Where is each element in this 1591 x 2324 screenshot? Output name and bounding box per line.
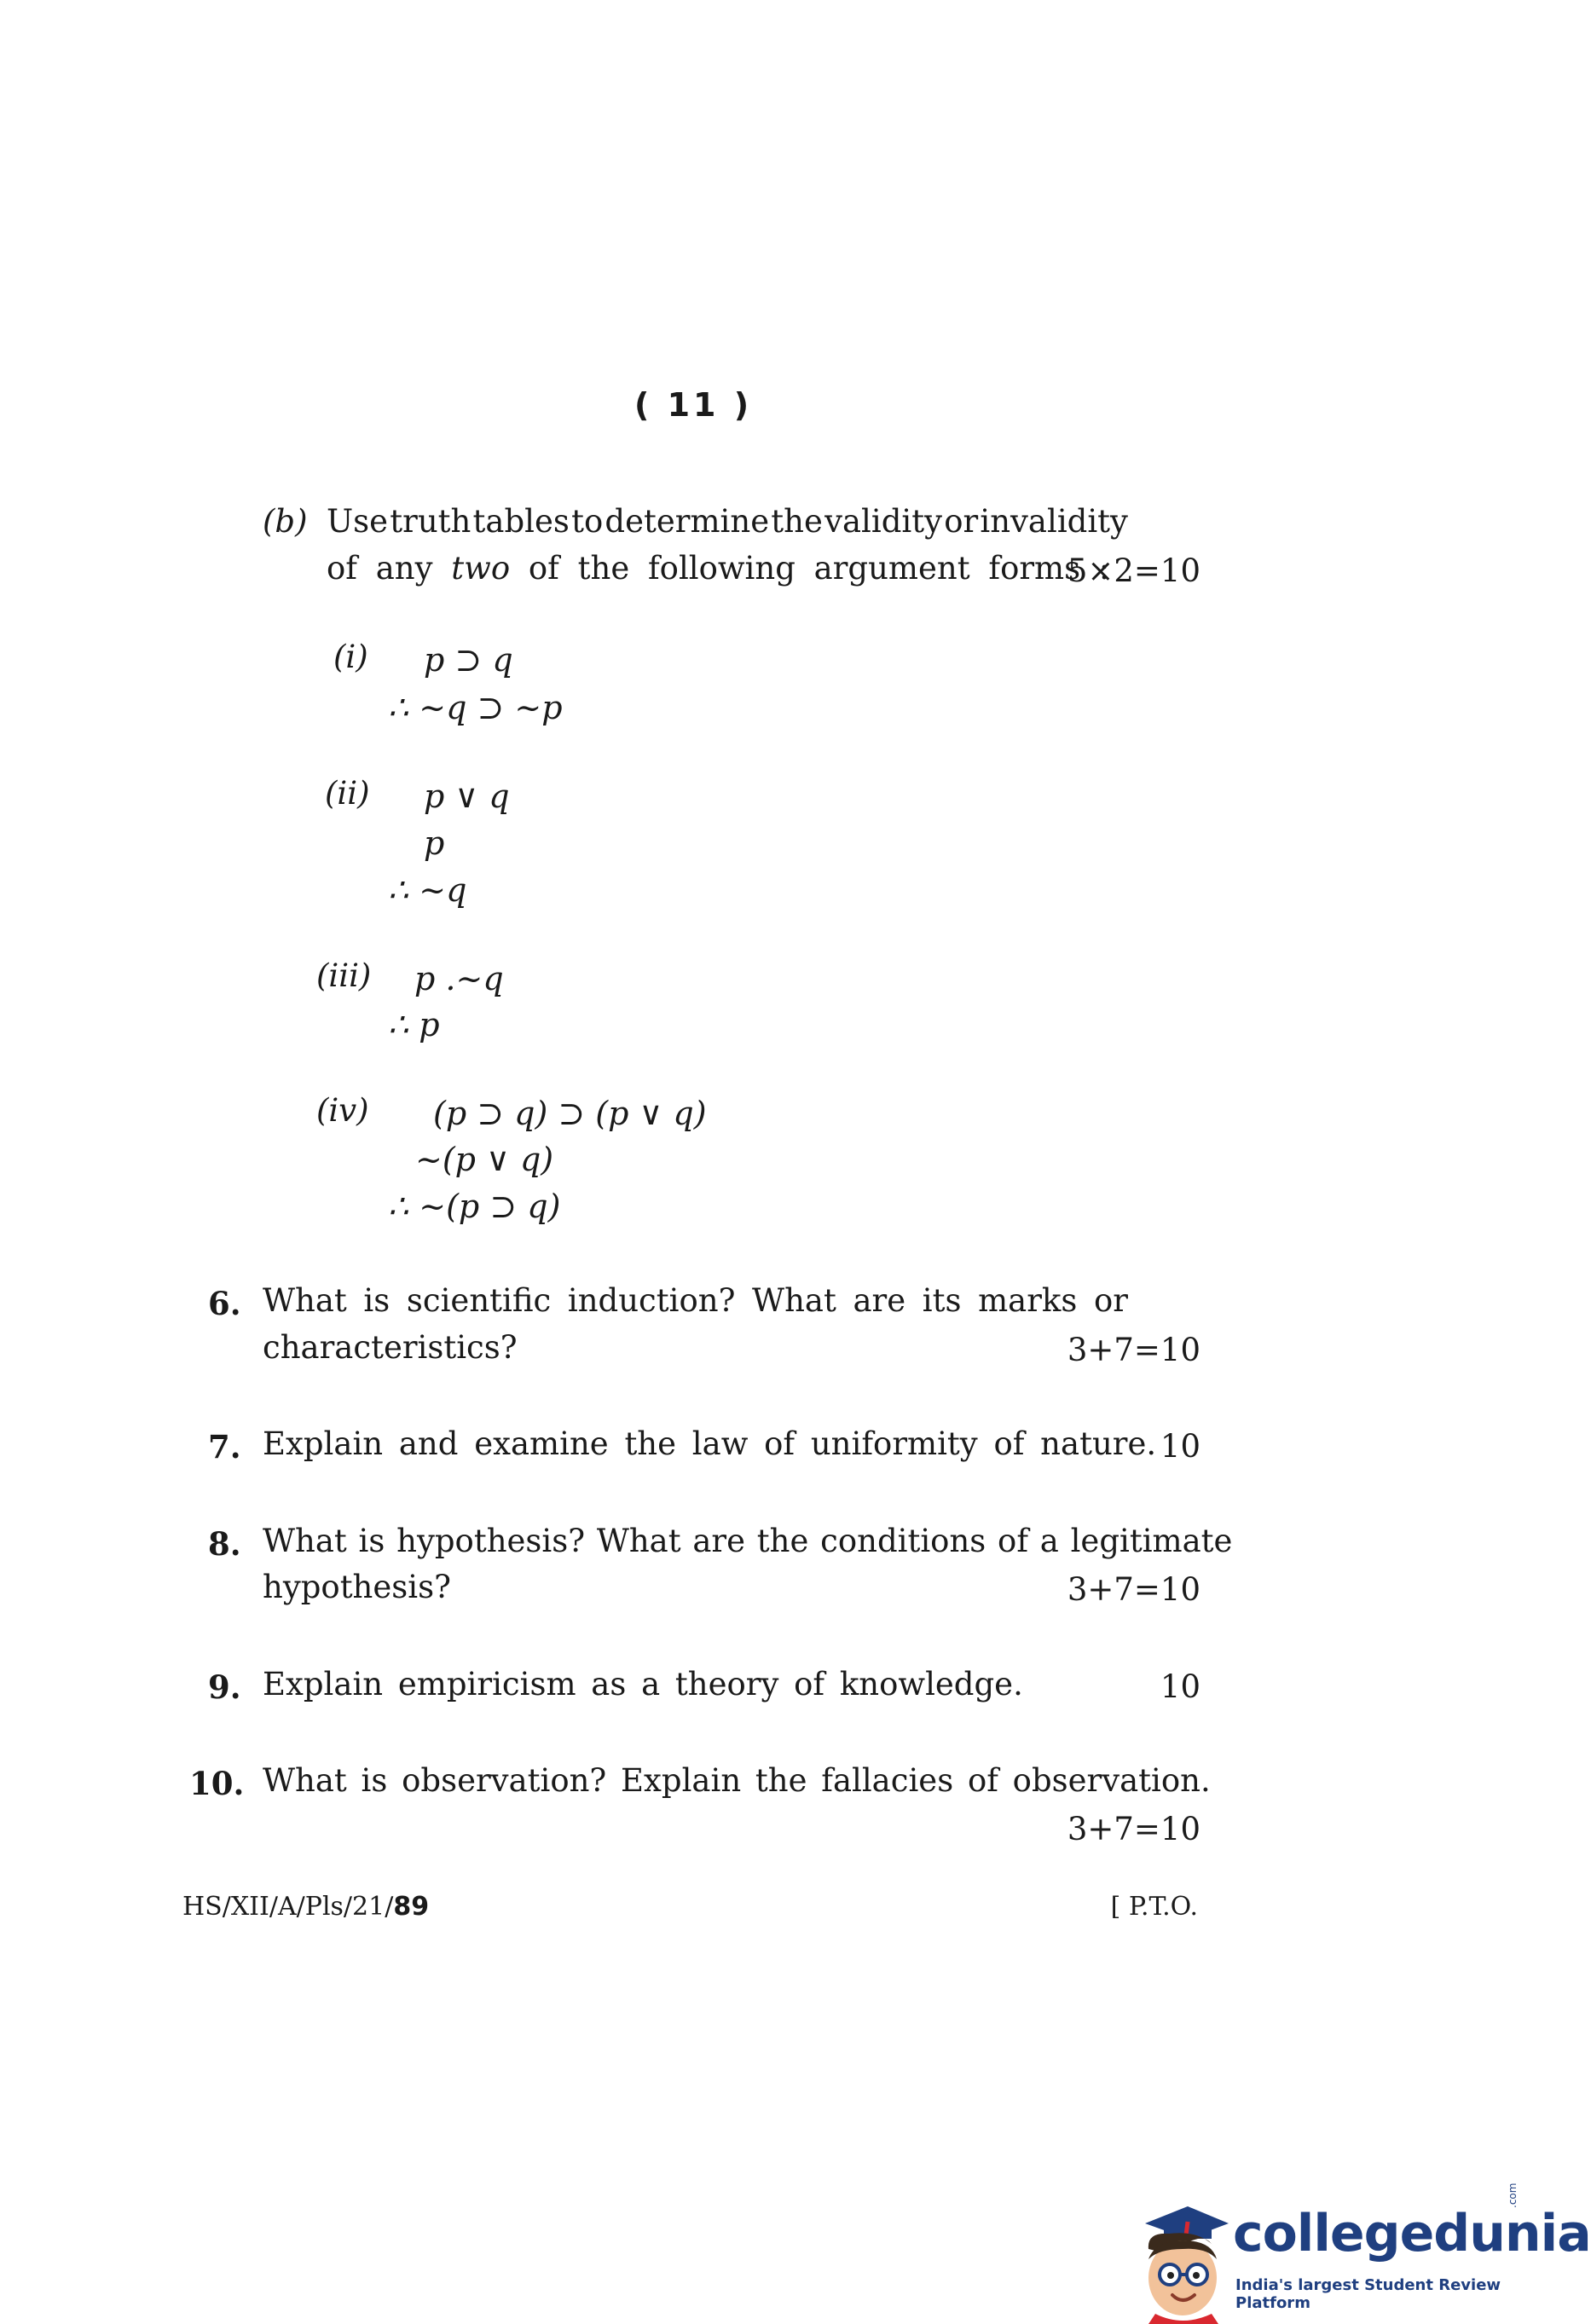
word: validity	[824, 503, 943, 540]
question-6-line2: characteristics?	[263, 1329, 518, 1366]
part-b-line2	[327, 550, 1110, 587]
page-number: ( 11 )	[634, 386, 753, 424]
line2-emph: two	[451, 550, 511, 587]
paper-code	[182, 1892, 429, 1922]
word: scientific	[406, 1282, 552, 1319]
question-8-line1: What is hypothesis? What are the conditions of a legitimate	[263, 1523, 1233, 1559]
logo-dotcom: .com	[1507, 2182, 1519, 2208]
argument-iii-conclusion: ∴ p	[388, 1006, 440, 1043]
argument-ii-premise-2: p	[424, 824, 445, 862]
part-b-label: (b)	[263, 503, 308, 540]
argument-i-label: (i)	[333, 639, 368, 675]
word: are	[853, 1282, 906, 1319]
paper-code-prefix: HS/XII/A/Pls/21/	[182, 1892, 394, 1922]
argument-i-premise: p ⊃ q	[424, 641, 513, 679]
argument-iii-label: (iii)	[316, 957, 372, 994]
question-10-text: What is observation? Explain the fallacies of observation.	[263, 1762, 1211, 1799]
student-mascot-icon	[1130, 2200, 1232, 2324]
word: determine	[605, 503, 770, 540]
logo-tagline: India's largest Student Review Platform	[1235, 2276, 1501, 2312]
word: or	[1093, 1282, 1128, 1319]
word: the	[771, 503, 823, 540]
question-8-marks: 3+7=10	[1067, 1571, 1200, 1608]
word: or	[944, 503, 979, 540]
word: tables	[472, 503, 570, 540]
argument-iv-premise-2: ~(p ∨ q)	[415, 1141, 554, 1178]
word: is	[363, 1282, 391, 1319]
argument-iv-conclusion: ∴ ~(p ⊃ q)	[388, 1188, 561, 1225]
line2-post: of the following argument forms :	[528, 550, 1110, 587]
logo-wordmark: collegedunia	[1233, 2204, 1591, 2263]
question-6-number: 6.	[208, 1285, 241, 1322]
argument-iv-premise-1: (p ⊃ q) ⊃ (p ∨ q)	[433, 1095, 707, 1132]
word: truth	[390, 503, 472, 540]
part-b-line1	[327, 503, 1128, 540]
collegedunia-logo	[1130, 2182, 1591, 2324]
question-10-number: 10.	[189, 1765, 245, 1802]
question-7-marks: 10	[1160, 1428, 1200, 1465]
pto-label: [ P.T.O.	[1110, 1892, 1198, 1922]
argument-i-conclusion: ∴ ~q ⊃ ~p	[388, 689, 563, 726]
part-b-marks: 5×2=10	[1067, 552, 1200, 589]
question-8-line2: hypothesis?	[263, 1569, 451, 1605]
argument-iv-label: (iv)	[316, 1092, 369, 1129]
word: its	[922, 1282, 962, 1319]
question-10-marks: 3+7=10	[1067, 1811, 1200, 1847]
word: Use	[327, 503, 389, 540]
word: to	[571, 503, 604, 540]
word: What	[752, 1282, 836, 1319]
word: marks	[978, 1282, 1078, 1319]
word: induction?	[567, 1282, 736, 1319]
line2-pre: of any	[327, 550, 433, 587]
question-8-number: 8.	[208, 1525, 241, 1563]
argument-iii-premise: p .~q	[414, 960, 504, 997]
paper-code-number: 89	[393, 1892, 430, 1922]
argument-ii-label: (ii)	[325, 775, 370, 812]
question-6-line1	[263, 1282, 1128, 1319]
argument-ii-premise-1: p ∨ q	[424, 778, 510, 815]
question-7-text: Explain and examine the law of uniformity of nature.	[263, 1425, 1157, 1462]
question-9-marks: 10	[1160, 1668, 1200, 1705]
question-9-number: 9.	[208, 1668, 241, 1706]
question-6-marks: 3+7=10	[1067, 1332, 1200, 1368]
question-7-number: 7.	[208, 1428, 241, 1466]
word: invalidity	[980, 503, 1128, 540]
question-9-text: Explain empiricism as a theory of knowledge.	[263, 1666, 1023, 1703]
word: What	[263, 1282, 347, 1319]
argument-ii-conclusion: ∴ ~q	[388, 871, 467, 909]
